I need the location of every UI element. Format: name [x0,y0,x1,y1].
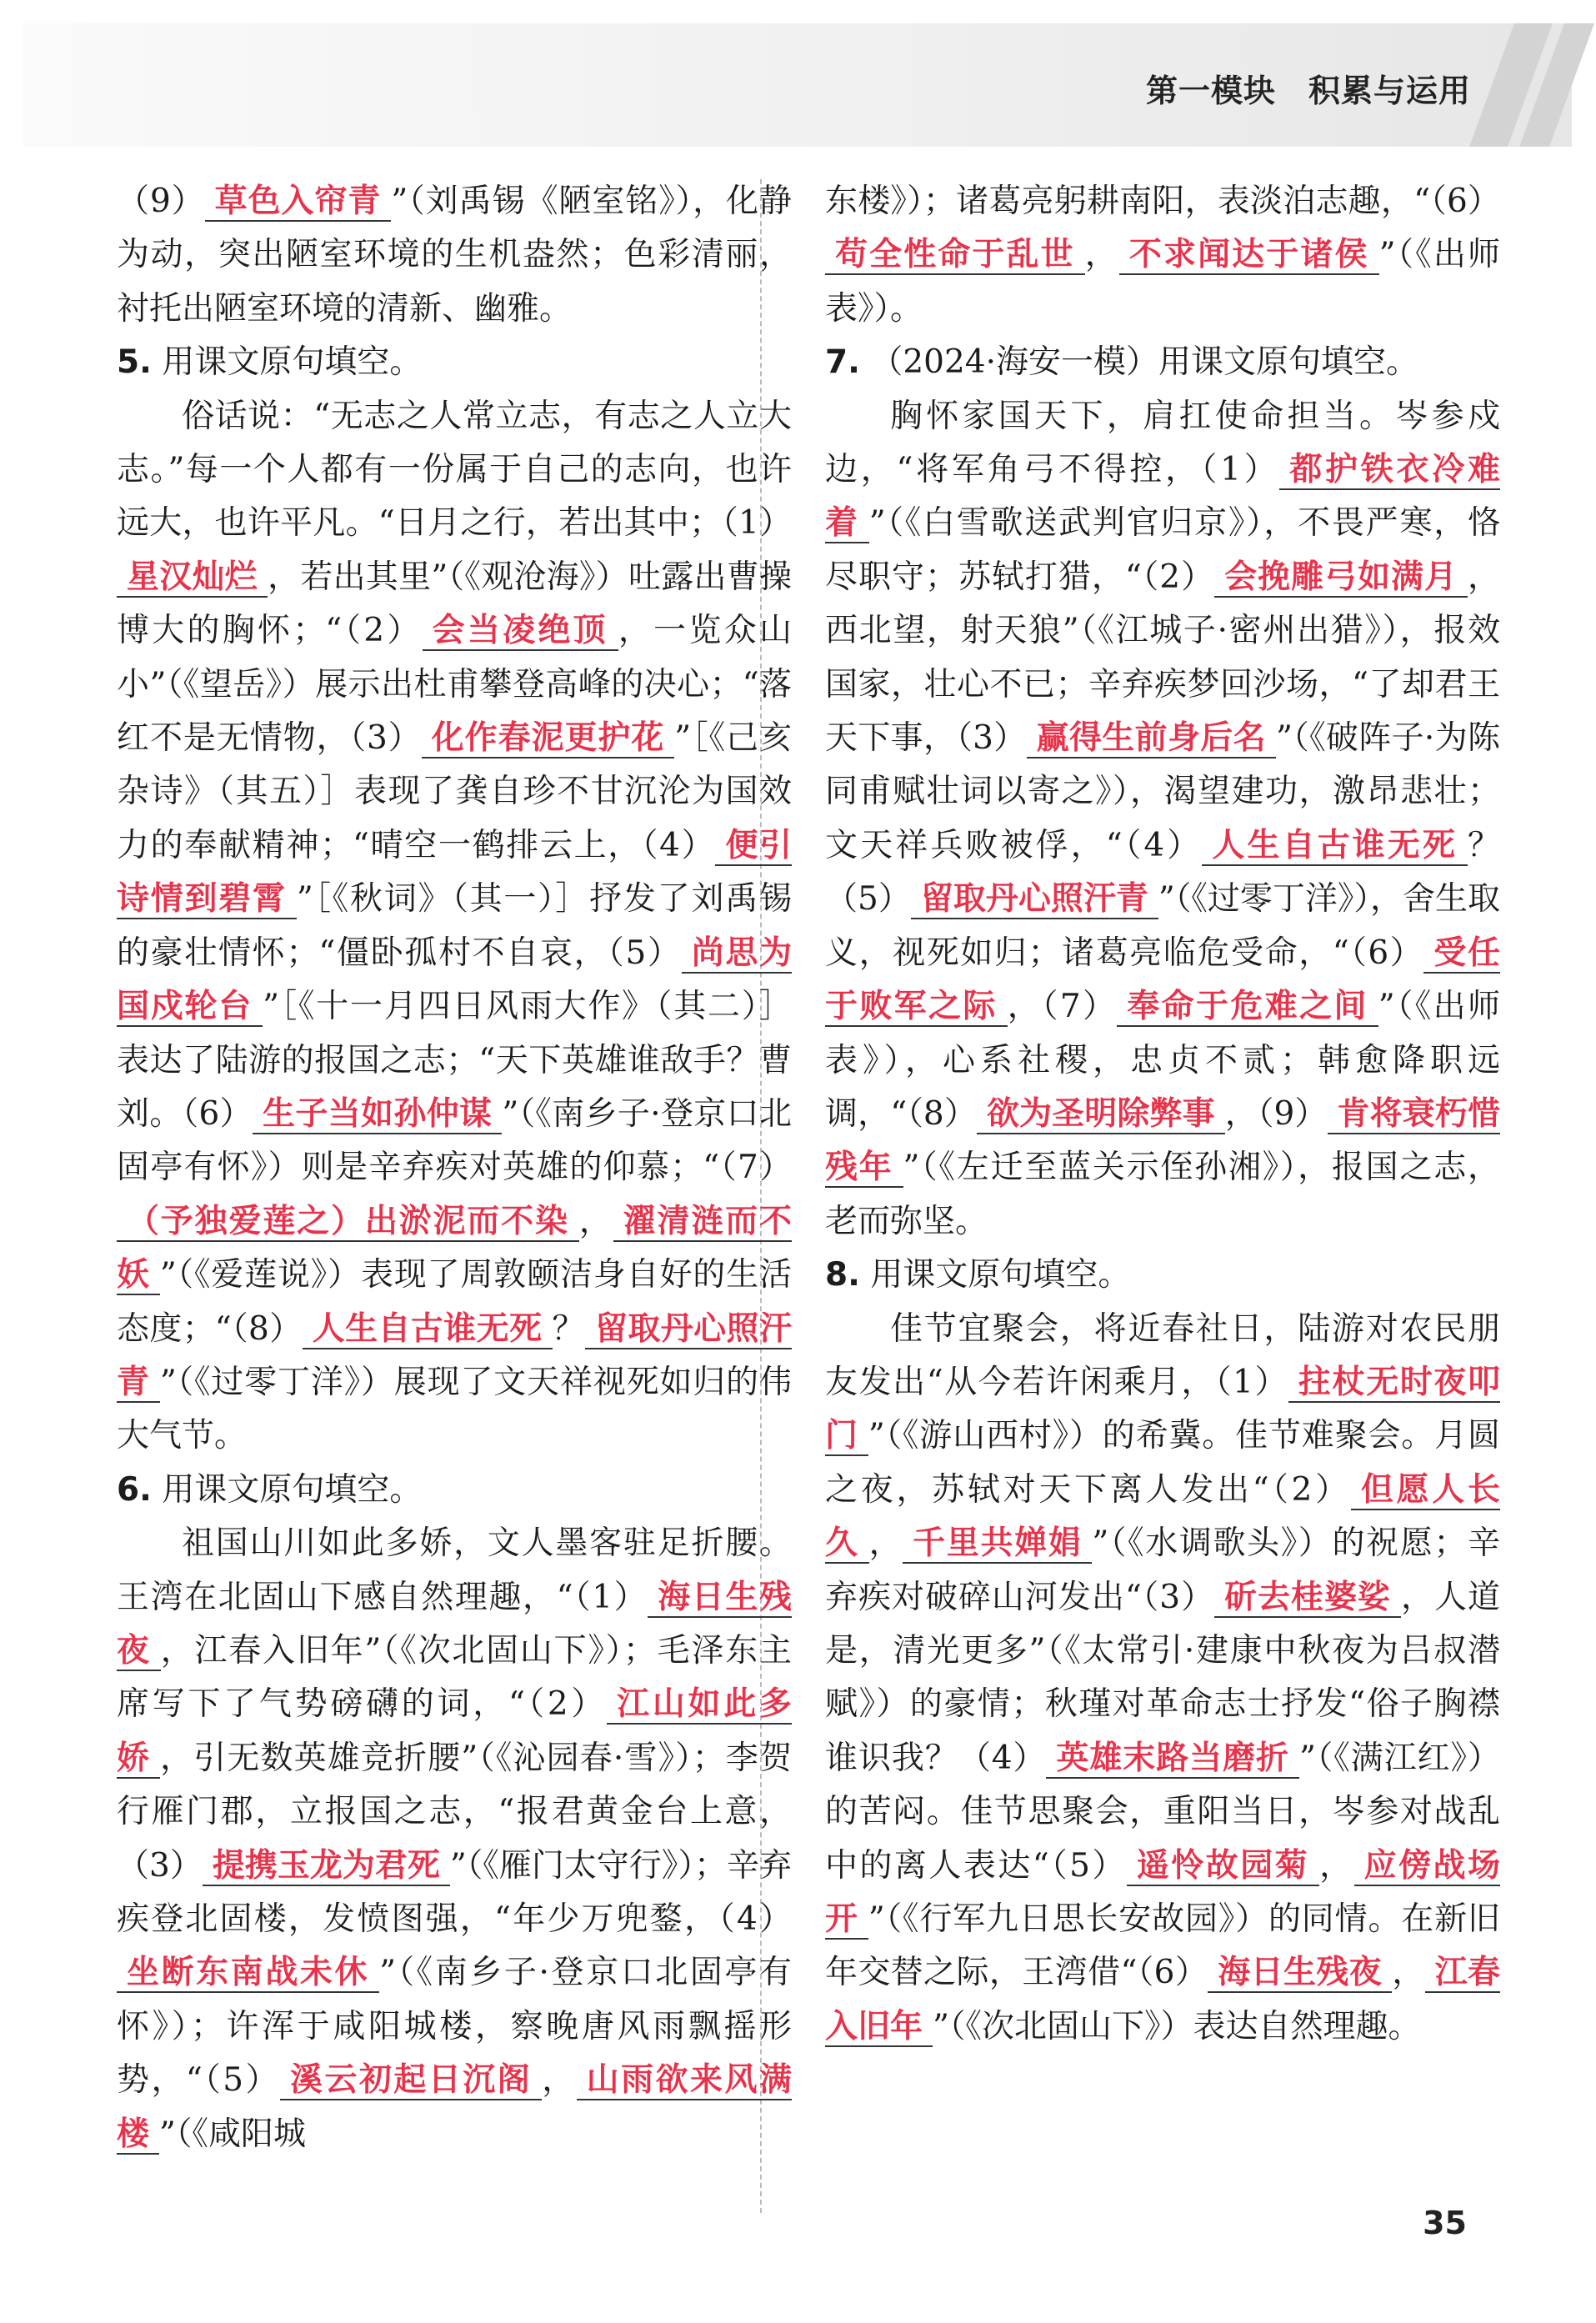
question-6-stem [117,1464,792,1517]
answer-blank: 尚思为国戍轮台 [117,934,792,1026]
question-7-stem [825,336,1500,389]
q4-continuation [117,175,792,336]
text: ，人道是，清光更多”（《太常引·建康中秋夜为吕叔潜赋》）的豪情；秋瑾对革命志士抒发“俗子胸襟谁识我？（4） [825,1578,1500,1777]
answer-blank: 留取丹心照汗青 [911,880,1158,919]
answer-blank: 但愿人长久 [825,1470,1500,1563]
text: ”（刘禹锡《陋室铭》），化静为动，突出陋室环境的生机盎然；色彩清丽，衬托出陋室环境的清新、幽雅。 [117,183,792,328]
text: ”（《满江红》）的苦闷。佳节思聚会，重阳当日，岑参对战乱中的离人表达“（5） [825,1739,1500,1885]
text: ”（《行军九日思长安故园》）的同情。在新旧年交替之际，王湾借“（6） [825,1900,1500,1992]
question-8-stem [825,1249,1500,1302]
blank-label: （9） [117,183,205,220]
answer-blank: 拄杖无时夜叩门 [825,1363,1500,1455]
answer-blank: 不求闻达于诸侯 [1119,236,1379,275]
answer-blank: 星汉灿烂 [117,558,268,598]
answer-blank: 留取丹心照汗青 [117,1309,792,1401]
answer-blank: 受任于败军之际 [825,934,1500,1026]
answer-blank: （予独爱莲之）出淤泥而不染 [117,1203,579,1242]
right-column [825,175,1500,2054]
question-stem: 用课文原句填空。 [162,343,423,382]
text: ”（《破阵子·为陈同甫赋壮词以寄之》），渴望建功，激昂悲壮；文天祥兵败被俘，“（4） [825,719,1500,864]
question-stem: （2024·海安一模）用课文原句填空。 [870,343,1419,382]
answer-blank: 肯将衰朽惜残年 [825,1094,1500,1187]
left-column [117,175,792,2161]
page-number: 35 [1423,2205,1467,2241]
answer-blank: 江山如此多娇 [117,1685,792,1777]
answer-blank: 会挽雕弓如满月 [1214,558,1468,598]
answer-blank: 山雨欲来风满楼 [117,2061,792,2153]
text: ”（《过零丁洋》），舍生取义，视死如归；诸葛亮临危受命，“（6） [825,880,1500,972]
text: ”（《左迁至蓝关示侄孙湘》），报国之志，老而弥坚。 [825,1149,1500,1240]
text: ， [1319,1846,1354,1885]
text: ，江春入旧年”（《次北固山下》）；毛泽东主席写下了气势磅礴的词，“（2） [117,1631,792,1724]
text: 俗话说：“无志之人常立志，有志之人立大志。”每一个人都有一份属于自己的志向，也许远大，也许平凡。“日月之行，若出其中；（1） [117,397,792,543]
text: ，引无数英雄竞折腰”（《沁园春·雪》）；李贺行雁门郡，立报国之志，“报君黄金台上意，（3） [117,1739,792,1885]
question-5-body [117,390,792,1464]
answer-blank: 斫去桂婆娑 [1214,1579,1401,1618]
text: ？ [552,1309,585,1348]
answer-blank: 溪云初起日沉阁 [280,2061,542,2100]
question-stem: 用课文原句填空。 [162,1470,423,1509]
text: ，一览众山小”（《望岳》）展示出杜甫攀登高峰的决心；“落红不是无情物，（3） [117,612,792,758]
module-title: 第一模块 积累与运用 [1145,73,1471,109]
text: ， [868,1524,903,1563]
question-number: 7. [825,343,860,382]
answer-blank: 会当凌绝顶 [423,612,618,651]
text: ， [578,1202,613,1240]
question-7-body [825,390,1500,1249]
question-8-body [825,1303,1500,2055]
text: ，西北望，射天狼”（《江城子·密州出猎》），报效国家，壮心不已；辛弃疾梦回沙场，“了却君王天下事，（3） [825,558,1500,758]
q6-continuation [825,175,1500,336]
answer-blank: 奉命于危难之间 [1117,988,1378,1027]
answer-blank: 化作春泥更护花 [422,719,675,758]
question-number: 6. [117,1470,152,1509]
answer-blank: 生子当如孙仲谋 [253,1095,502,1134]
answer-blank: 都护铁衣冷难着 [825,451,1500,543]
text: ，若出其里”（《观沧海》）吐露出曹操博大的胸怀；“（2） [117,558,792,650]
answer-blank: 赢得生前身后名 [1027,719,1276,758]
text: ”（《雁门太守行》）；辛弃疾登北固楼，发愤图强，“年少万兜鍪，（4） [117,1846,792,1938]
answer-blank: 人生自古谁无死 [303,1310,553,1349]
question-stem: 用课文原句填空。 [870,1256,1131,1294]
text: ”（《南乡子·登京口北固亭有怀》）；许浑于咸阳城楼，察晚唐风雨飘摇形势，“（5） [117,1954,792,2100]
text: 东楼》）；诸葛亮躬耕南阳，表淡泊志趣，“（6） [825,183,1500,220]
answer-blank: 便引诗情到碧霄 [117,826,792,919]
text: ”（《过零丁洋》）展现了文天祥视死如归的伟大气节。 [117,1363,792,1455]
text: ”［《秋词》（其一）］抒发了刘禹锡的豪壮情怀；“僵卧孤村不自哀，（5） [117,880,792,972]
text: ，（7） [1007,988,1118,1026]
answer-blank: 海日生残夜 [117,1578,792,1670]
text: ，（9） [1224,1094,1328,1133]
text: ”［《己亥杂诗》（其五）］表现了龚自珍不甘沉沦为国效力的奉献精神；“晴空一鹤排云上，（4） [117,719,792,864]
text: ， [542,2061,577,2100]
answer-blank: 千里共婵娟 [903,1524,1092,1564]
question-6-body [117,1517,792,2161]
text: 佳节宜聚会，将近春社日，陆游对农民朋友发出“从今若许闲乘月，（1） [825,1309,1500,1401]
answer-blank: 坐断东南战未休 [117,1954,379,1993]
answer-blank: 海日生残夜 [1208,1954,1392,1993]
answer-blank: 欲为圣明除弊事 [977,1095,1225,1134]
question-number: 5. [117,343,152,382]
answer-blank: 濯清涟而不妖 [117,1202,792,1294]
text: ”（《水调歌头》）的祝愿；辛弃疾对破碎山河发出“（3） [825,1524,1500,1616]
answer-blank: 应傍战场开 [825,1846,1500,1938]
text: ”（《游山西村》）的希冀。佳节难聚会。月圆之夜，苏轼对天下离人发出“（2） [825,1417,1500,1509]
text: 祖国山川如此多娇，文人墨客驻足折腰。王湾在北固山下感自然理趣，“（1） [117,1524,792,1616]
answer-blank: 草色入帘青 [205,183,392,222]
text: ”（《次北固山下》）表达自然理趣。 [933,2007,1421,2045]
question-number: 8. [825,1256,860,1294]
text: ， [1084,236,1119,274]
answer-blank: 遥怜故园菊 [1127,1847,1319,1886]
answer-blank: 提携玉龙为君死 [203,1847,450,1886]
text: ”［《十一月四日风雨大作》（其二）］表达了陆游的报国之志；“天下英雄谁敌手？曹刘。（6） [117,988,792,1133]
text: ？（5） [825,826,1500,919]
question-5-stem [117,336,792,389]
text: 胸怀家国天下，肩扛使命担当。岑参戍边，“将军角弓不得控，（1） [825,397,1500,489]
text: ”（《爱莲说》）表现了周敦颐洁身自好的生活态度；“（8） [117,1256,792,1348]
text: ”（《出师表》）。 [825,236,1500,328]
answer-blank: 英雄末路当磨折 [1046,1740,1299,1779]
text: ”（《咸阳城 [159,2115,306,2153]
text: ”（《南乡子·登京口北固亭有怀》）则是辛弃疾对英雄的仰慕；“（7） [117,1094,792,1187]
text: ”（《白雪歌送武判官归京》），不畏严寒，恪尽职守；苏轼打猎，“（2） [825,504,1500,596]
answer-blank: 人生自古谁无死 [1202,827,1468,866]
answer-blank: 江春入旧年 [825,1954,1500,2045]
answer-blank: 苟全性命于乱世 [825,236,1085,275]
text: ”（《出师表》），心系社稷，忠贞不贰；韩愈降职远调，“（8） [825,988,1500,1133]
text: ， [1392,1954,1425,1992]
